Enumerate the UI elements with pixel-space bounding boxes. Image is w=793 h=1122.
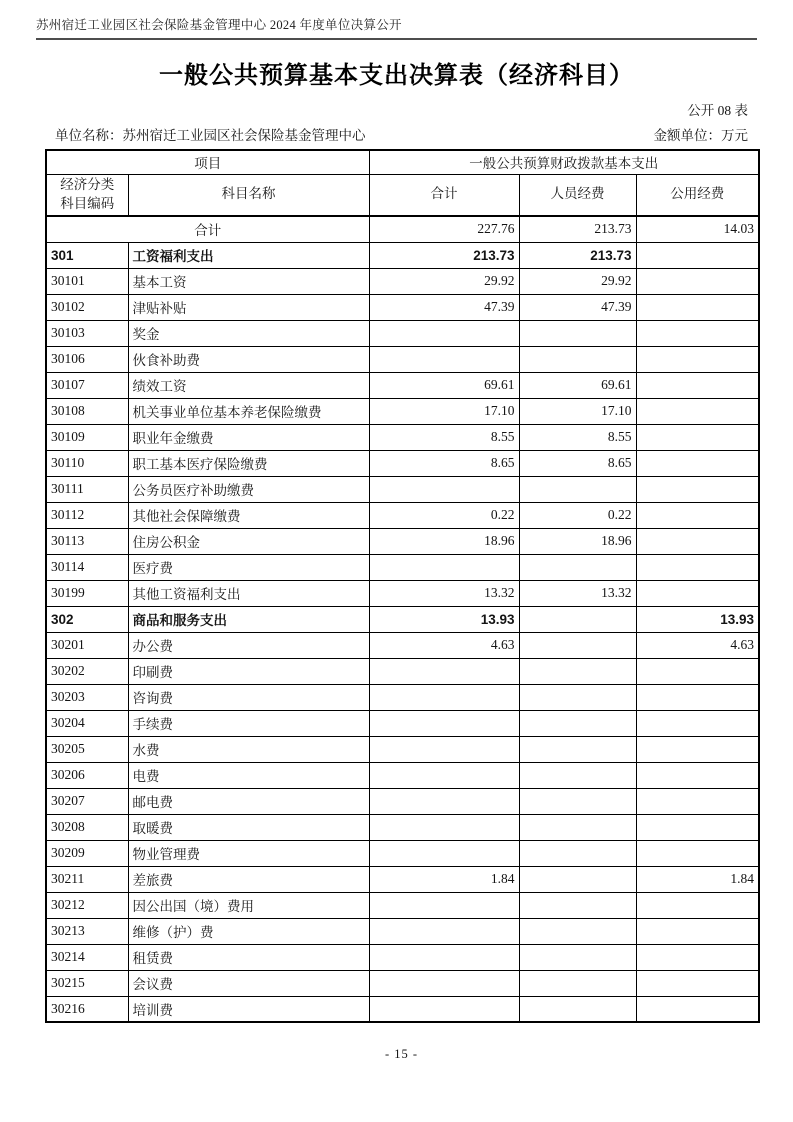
cell-personnel [519, 996, 636, 1022]
table-row [46, 892, 759, 918]
cell-subject-name: 工资福利支出 [128, 242, 369, 268]
table-row [46, 294, 759, 320]
cell-public: 14.03 [636, 216, 759, 242]
cell-code: 30215 [46, 970, 128, 996]
cell-subject-name: 办公费 [128, 632, 369, 658]
cell-subject-name: 维修（护）费 [128, 918, 369, 944]
amount-unit-value: 万元 [721, 128, 748, 143]
table-row [46, 268, 759, 294]
cell-total: 4.63 [369, 632, 519, 658]
cell-total: 0.22 [369, 502, 519, 528]
cell-total [369, 918, 519, 944]
cell-code: 30110 [46, 450, 128, 476]
table-row [46, 320, 759, 346]
cell-personnel: 8.65 [519, 450, 636, 476]
cell-code: 30203 [46, 684, 128, 710]
table-number: 公开 08 表 [687, 103, 748, 118]
cell-total [369, 840, 519, 866]
header-total: 合计 [369, 174, 519, 216]
cell-personnel [519, 814, 636, 840]
table-row [46, 242, 759, 268]
table-row [46, 944, 759, 970]
table-row [46, 788, 759, 814]
cell-public [636, 320, 759, 346]
meta-row [45, 124, 758, 144]
table-row [46, 528, 759, 554]
cell-code: 301 [46, 242, 128, 268]
cell-subject-name: 职工基本医疗保险缴费 [128, 450, 369, 476]
table-row [46, 918, 759, 944]
cell-personnel [519, 346, 636, 372]
cell-public: 13.93 [636, 606, 759, 632]
cell-subject-name: 邮电费 [128, 788, 369, 814]
cell-public [636, 580, 759, 606]
cell-total [369, 814, 519, 840]
cell-total [369, 892, 519, 918]
table-header [46, 150, 759, 216]
table-row [46, 814, 759, 840]
cell-total [369, 944, 519, 970]
cell-total: 47.39 [369, 294, 519, 320]
cell-personnel [519, 944, 636, 970]
table-row [46, 424, 759, 450]
cell-code: 30111 [46, 476, 128, 502]
cell-subject-name: 奖金 [128, 320, 369, 346]
cell-subject-name: 取暖费 [128, 814, 369, 840]
cell-personnel [519, 632, 636, 658]
cell-public [636, 502, 759, 528]
cell-public [636, 398, 759, 424]
table-row [46, 554, 759, 580]
cell-personnel [519, 476, 636, 502]
cell-personnel [519, 918, 636, 944]
content-area [45, 99, 758, 1062]
cell-subject-name: 手续费 [128, 710, 369, 736]
cell-subject-name: 基本工资 [128, 268, 369, 294]
cell-subject-name: 伙食补助费 [128, 346, 369, 372]
cell-code: 30213 [46, 918, 128, 944]
table-row [46, 450, 759, 476]
cell-personnel [519, 320, 636, 346]
cell-public [636, 294, 759, 320]
cell-personnel [519, 788, 636, 814]
cell-public [636, 736, 759, 762]
cell-public [636, 476, 759, 502]
page-title: 一般公共预算基本支出决算表（经济科目） [159, 63, 634, 89]
table-header-row-2 [46, 174, 759, 216]
cell-code: 30103 [46, 320, 128, 346]
cell-subject-name: 咨询费 [128, 684, 369, 710]
cell-subject-name: 因公出国（境）费用 [128, 892, 369, 918]
cell-personnel: 0.22 [519, 502, 636, 528]
cell-personnel: 29.92 [519, 268, 636, 294]
cell-public [636, 840, 759, 866]
cell-code: 30208 [46, 814, 128, 840]
header-personnel: 人员经费 [519, 174, 636, 216]
cell-subject-name: 住房公积金 [128, 528, 369, 554]
table-row [46, 372, 759, 398]
cell-personnel [519, 554, 636, 580]
cell-personnel [519, 710, 636, 736]
unit-name [45, 124, 366, 144]
cell-personnel [519, 606, 636, 632]
cell-public [636, 892, 759, 918]
cell-subject-name: 绩效工资 [128, 372, 369, 398]
table-row [46, 970, 759, 996]
cell-personnel: 213.73 [519, 216, 636, 242]
cell-total [369, 554, 519, 580]
cell-personnel [519, 762, 636, 788]
cell-code: 30204 [46, 710, 128, 736]
table-row [46, 398, 759, 424]
table-body [46, 216, 759, 1022]
cell-code: 30212 [46, 892, 128, 918]
header-code [46, 174, 128, 216]
cell-subject-name: 机关事业单位基本养老保险缴费 [128, 398, 369, 424]
cell-code: 30108 [46, 398, 128, 424]
table-row [46, 710, 759, 736]
cell-total [369, 346, 519, 372]
cell-code: 30205 [46, 736, 128, 762]
cell-subject-name: 电费 [128, 762, 369, 788]
cell-code: 30216 [46, 996, 128, 1022]
table-row [46, 684, 759, 710]
cell-total: 69.61 [369, 372, 519, 398]
cell-code: 30214 [46, 944, 128, 970]
cell-code: 30106 [46, 346, 128, 372]
cell-subject-name: 合计 [46, 216, 369, 242]
header-code-line2: 科目编码 [60, 195, 115, 211]
cell-code: 302 [46, 606, 128, 632]
cell-total: 18.96 [369, 528, 519, 554]
table-row [46, 346, 759, 372]
cell-personnel [519, 892, 636, 918]
header-code-line1: 经济分类 [60, 176, 115, 192]
cell-personnel [519, 684, 636, 710]
cell-subject-name: 物业管理费 [128, 840, 369, 866]
cell-public [636, 268, 759, 294]
cell-total [369, 658, 519, 684]
cell-personnel [519, 736, 636, 762]
cell-public: 4.63 [636, 632, 759, 658]
cell-subject-name: 水费 [128, 736, 369, 762]
cell-total [369, 788, 519, 814]
cell-code: 30199 [46, 580, 128, 606]
cell-personnel: 213.73 [519, 242, 636, 268]
amount-unit [654, 124, 759, 144]
cell-personnel: 69.61 [519, 372, 636, 398]
cell-code: 30207 [46, 788, 128, 814]
cell-public [636, 450, 759, 476]
cell-code: 30211 [46, 866, 128, 892]
cell-public [636, 242, 759, 268]
table-row [46, 762, 759, 788]
cell-subject-name: 培训费 [128, 996, 369, 1022]
cell-code: 30202 [46, 658, 128, 684]
cell-total: 227.76 [369, 216, 519, 242]
cell-total [369, 684, 519, 710]
cell-public [636, 762, 759, 788]
cell-total: 8.55 [369, 424, 519, 450]
cell-subject-name: 津贴补贴 [128, 294, 369, 320]
cell-code: 30114 [46, 554, 128, 580]
cell-public [636, 346, 759, 372]
cell-personnel [519, 840, 636, 866]
cell-subject-name: 其他工资福利支出 [128, 580, 369, 606]
cell-personnel: 47.39 [519, 294, 636, 320]
table-row [46, 580, 759, 606]
cell-public [636, 554, 759, 580]
cell-total: 13.32 [369, 580, 519, 606]
cell-public [636, 788, 759, 814]
table-row [46, 606, 759, 632]
header-subject: 科目名称 [128, 174, 369, 216]
unit-name-label: 单位名称： [55, 128, 123, 143]
cell-subject-name: 医疗费 [128, 554, 369, 580]
cell-total [369, 996, 519, 1022]
cell-code: 30107 [46, 372, 128, 398]
cell-code: 30113 [46, 528, 128, 554]
document-header [36, 0, 757, 40]
cell-subject-name: 公务员医疗补助缴费 [128, 476, 369, 502]
cell-public: 1.84 [636, 866, 759, 892]
cell-personnel: 18.96 [519, 528, 636, 554]
cell-public [636, 424, 759, 450]
cell-total: 1.84 [369, 866, 519, 892]
table-row [46, 476, 759, 502]
cell-code: 30101 [46, 268, 128, 294]
cell-subject-name: 差旅费 [128, 866, 369, 892]
cell-total [369, 710, 519, 736]
table-row [46, 996, 759, 1022]
table-row [46, 840, 759, 866]
cell-personnel: 17.10 [519, 398, 636, 424]
header-public: 公用经费 [636, 174, 759, 216]
cell-total [369, 970, 519, 996]
amount-unit-label: 金额单位： [653, 128, 721, 143]
table-row [46, 216, 759, 242]
cell-total: 8.65 [369, 450, 519, 476]
cell-personnel: 13.32 [519, 580, 636, 606]
cell-subject-name: 会议费 [128, 970, 369, 996]
cell-code: 30209 [46, 840, 128, 866]
cell-total [369, 736, 519, 762]
unit-name-value: 苏州宿迁工业园区社会保险基金管理中心 [122, 128, 366, 143]
cell-public [636, 970, 759, 996]
table-header-row-1 [46, 150, 759, 174]
cell-public [636, 944, 759, 970]
cell-total [369, 320, 519, 346]
table-row [46, 632, 759, 658]
cell-subject-name: 其他社会保障缴费 [128, 502, 369, 528]
cell-personnel [519, 866, 636, 892]
cell-total: 17.10 [369, 398, 519, 424]
cell-subject-name: 印刷费 [128, 658, 369, 684]
table-row [46, 658, 759, 684]
cell-personnel [519, 658, 636, 684]
cell-subject-name: 租赁费 [128, 944, 369, 970]
page-number: - 15 - [384, 1047, 419, 1061]
table-row [46, 502, 759, 528]
document-header-text: 苏州宿迁工业园区社会保险基金管理中心 2024 年度单位决算公开 [36, 18, 402, 32]
cell-public [636, 684, 759, 710]
cell-code: 30102 [46, 294, 128, 320]
table-row [46, 866, 759, 892]
cell-total [369, 476, 519, 502]
cell-total: 213.73 [369, 242, 519, 268]
header-funding: 一般公共预算财政拨款基本支出 [369, 150, 759, 174]
cell-total: 13.93 [369, 606, 519, 632]
table-row [46, 736, 759, 762]
cell-public [636, 372, 759, 398]
cell-public [636, 996, 759, 1022]
cell-code: 30206 [46, 762, 128, 788]
cell-subject-name: 职业年金缴费 [128, 424, 369, 450]
cell-personnel: 8.55 [519, 424, 636, 450]
header-project: 项目 [46, 150, 369, 174]
cell-code: 30112 [46, 502, 128, 528]
cell-public [636, 658, 759, 684]
cell-public [636, 918, 759, 944]
cell-public [636, 528, 759, 554]
cell-subject-name: 商品和服务支出 [128, 606, 369, 632]
cell-total: 29.92 [369, 268, 519, 294]
cell-public [636, 814, 759, 840]
cell-personnel [519, 970, 636, 996]
cell-total [369, 762, 519, 788]
budget-table [45, 149, 760, 1023]
cell-code: 30109 [46, 424, 128, 450]
cell-code: 30201 [46, 632, 128, 658]
cell-public [636, 710, 759, 736]
